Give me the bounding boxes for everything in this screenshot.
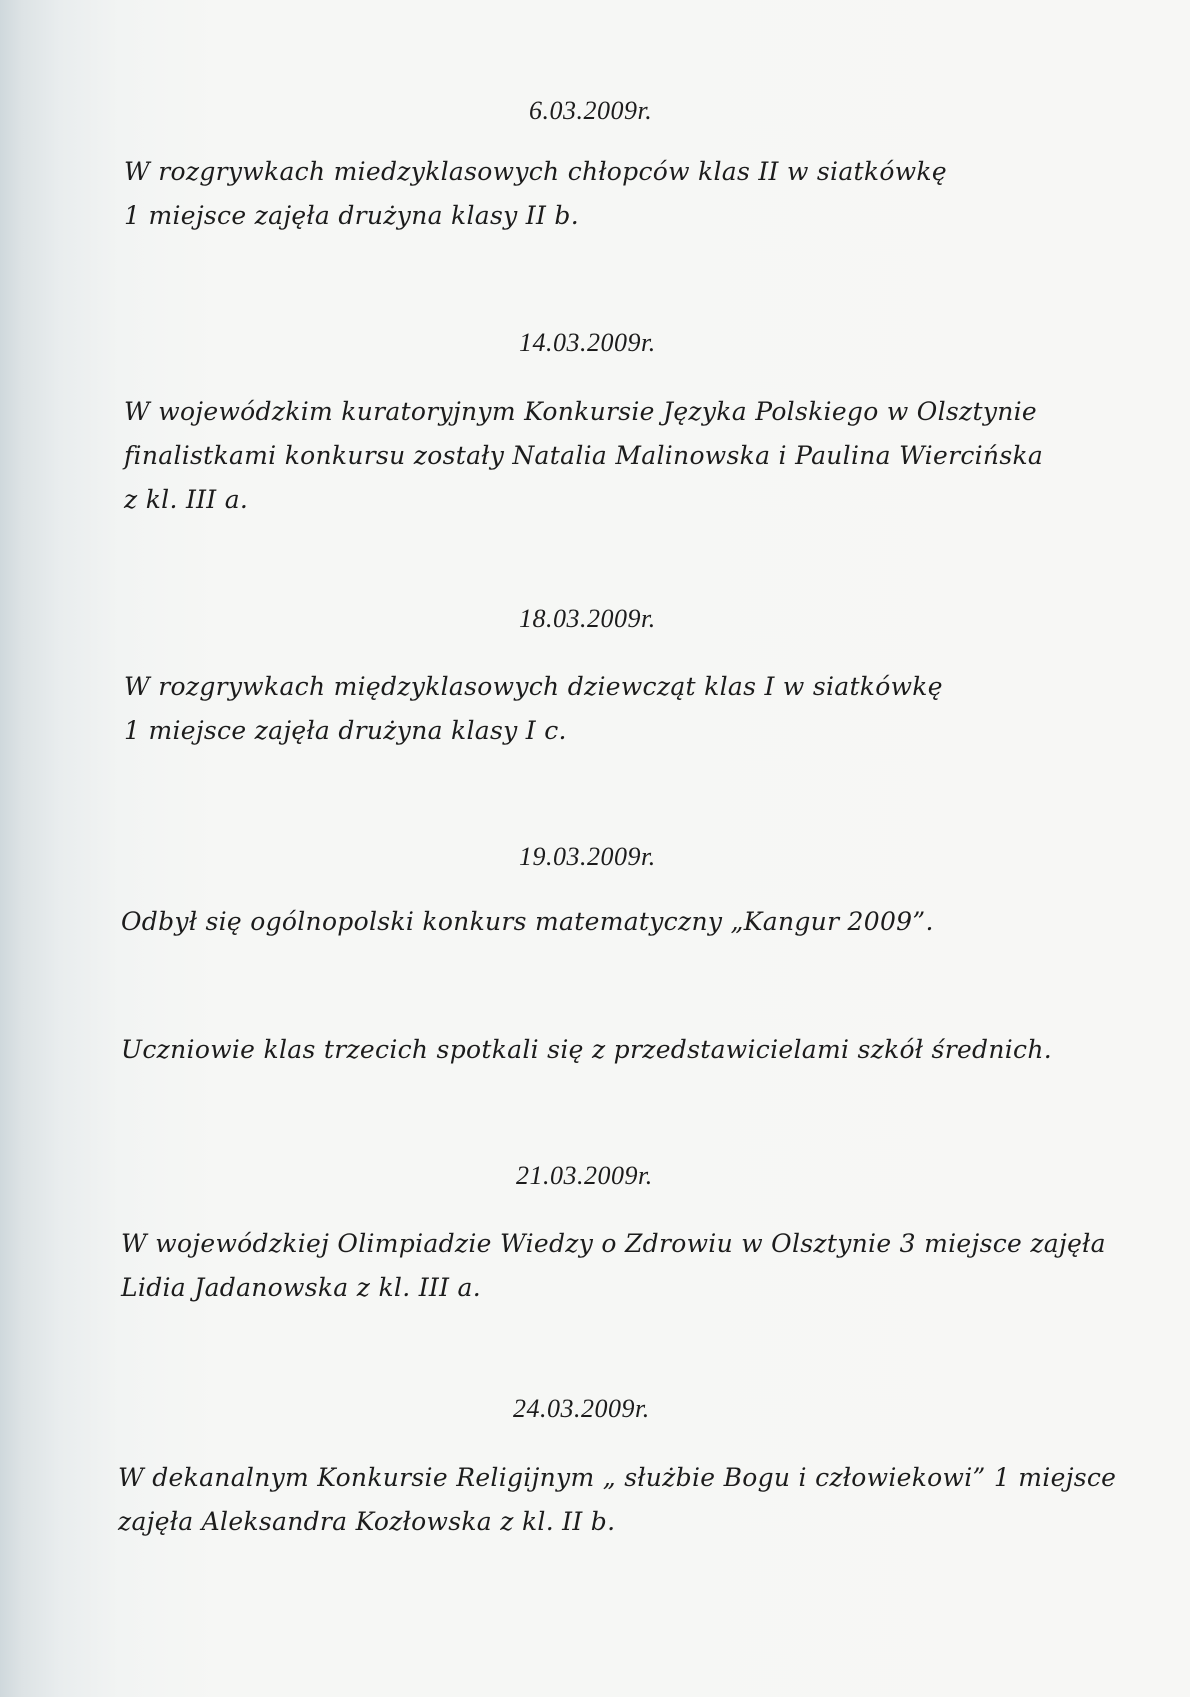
entry-line: zajęła Aleksandra Kozłowska z kl. II b. (118, 1507, 616, 1536)
entry-date: 21.03.2009r. (516, 1161, 653, 1190)
entry-date: 24.03.2009r. (513, 1394, 650, 1423)
entry-line: 1 miejsce zajęła drużyna klasy II b. (124, 201, 579, 230)
entry-line: Lidia Jadanowska z kl. III a. (121, 1273, 481, 1302)
entry-line: W rozgrywkach międzyklasowych dziewcząt klas I w siatkówkę (124, 672, 943, 701)
entry-line: W dekanalnym Konkursie Religijnym „ służbie Bogu i człowiekowi” 1 miejsce (118, 1463, 1117, 1492)
entry-date: 14.03.2009r. (519, 328, 656, 357)
entry-text (124, 150, 947, 238)
entry-line: W wojewódzkim kuratoryjnym Konkursie Języka Polskiego w Olsztynie (124, 397, 1038, 426)
entry-text (124, 665, 943, 753)
entry-line: W wojewódzkiej Olimpiadzie Wiedzy o Zdrowiu w Olsztynie 3 miejsce zajęła (121, 1229, 1106, 1258)
entry-text (124, 390, 1043, 522)
entry-text (121, 1222, 1106, 1310)
entry-date: 19.03.2009r. (519, 842, 656, 871)
entry-line: Uczniowie klas trzecich spotkali się z przedstawicielami szkół średnich. (121, 1035, 1052, 1064)
entry-line: 1 miejsce zajęła drużyna klasy I c. (124, 716, 567, 745)
entry-date: 6.03.2009r. (529, 96, 653, 125)
entry-text (118, 1456, 1116, 1544)
entry-text (121, 900, 934, 944)
entry-text (121, 1028, 1052, 1072)
entry-line: Odbył się ogólnopolski konkurs matematyczny „Kangur 2009”. (121, 907, 934, 936)
entry-line: W rozgrywkach miedzyklasowych chłopców klas II w siatkówkę (124, 157, 947, 186)
entry-date: 18.03.2009r. (519, 604, 656, 633)
entry-line: finalistkami konkursu zostały Natalia Malinowska i Paulina Wiercińska (124, 441, 1044, 470)
entry-line: z kl. III a. (124, 485, 249, 514)
